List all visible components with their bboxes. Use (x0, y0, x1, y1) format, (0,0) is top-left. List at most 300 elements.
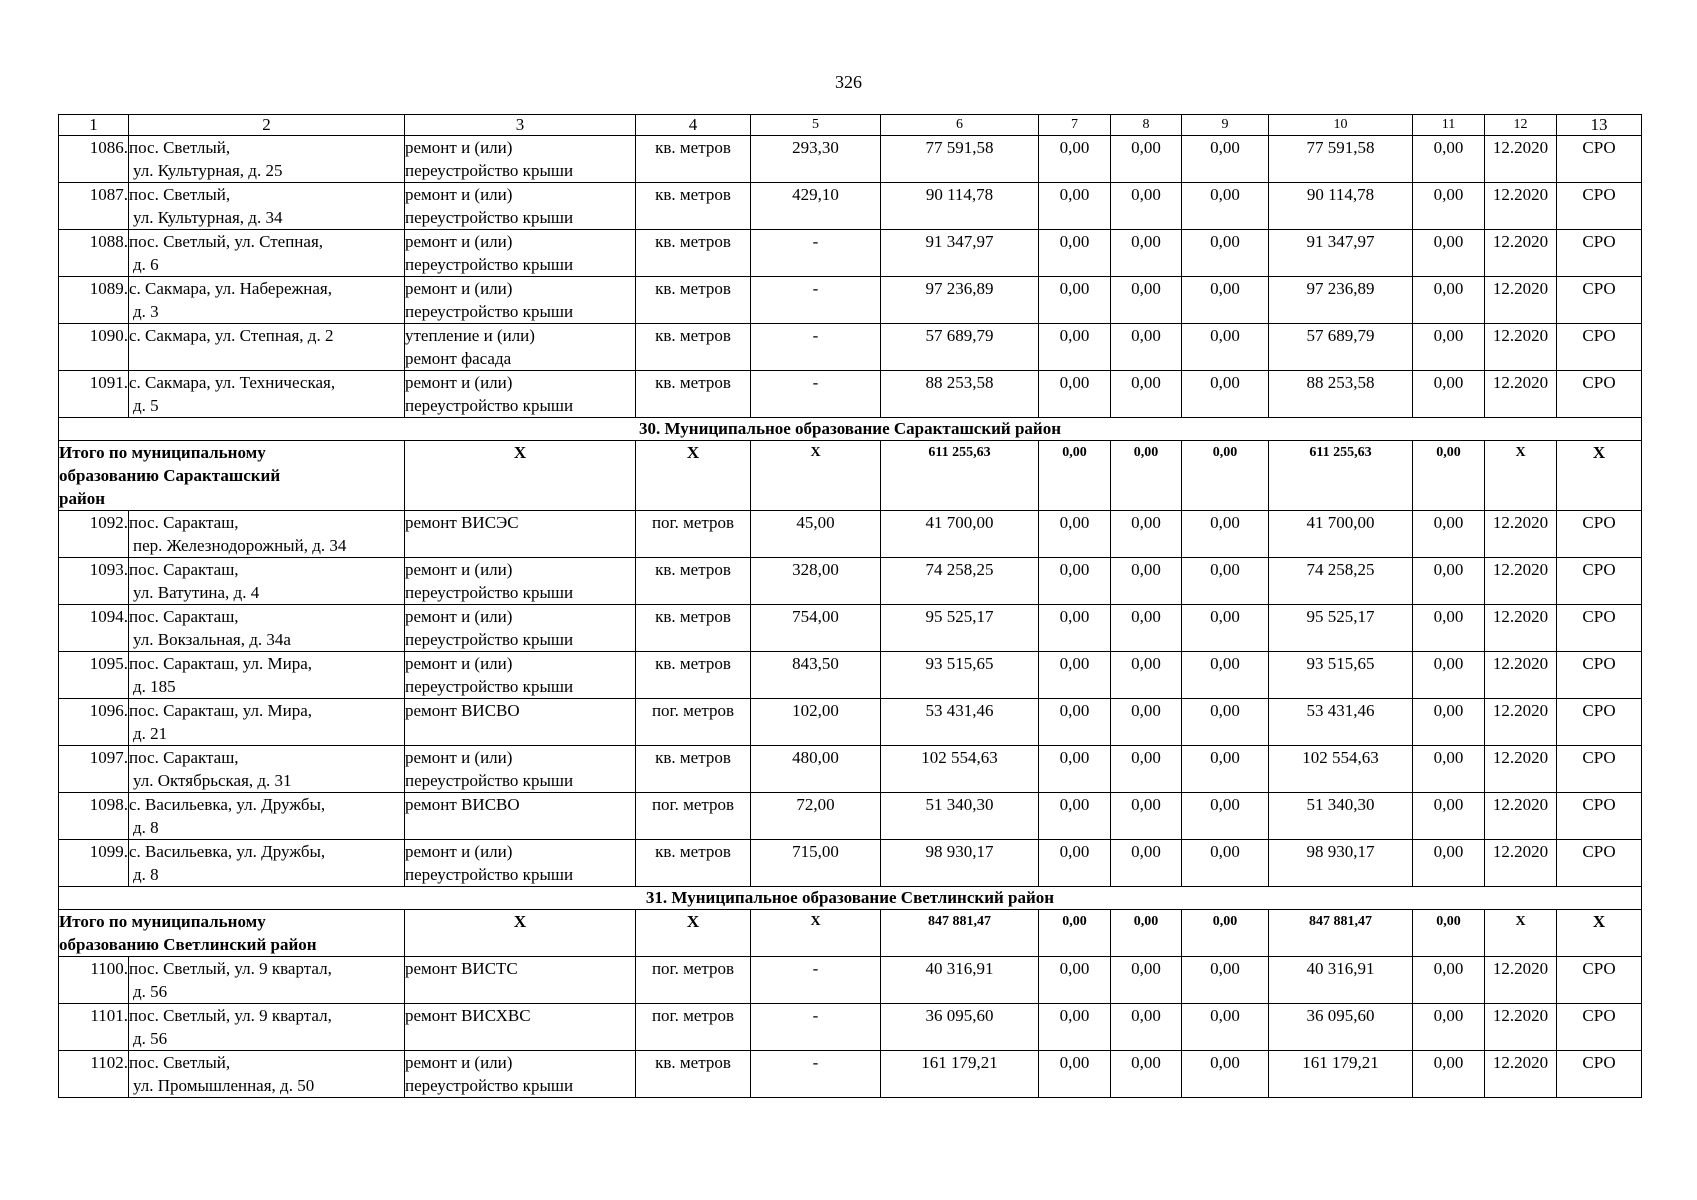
address-line: с. Васильевка, ул. Дружбы, (129, 842, 326, 861)
subtotal-label-line: Итого по муниципальному (59, 912, 266, 931)
deadline-cell: 12.2020 (1485, 699, 1557, 746)
address-line: ул. Промышленная, д. 50 (133, 1076, 315, 1095)
col10-cell: 93 515,65 (1269, 652, 1413, 699)
row-number: 1091. (59, 371, 129, 418)
col10-cell: 161 179,21 (1269, 1051, 1413, 1098)
volume-cell: 293,30 (751, 136, 881, 183)
subtotal-col13: X (1557, 441, 1642, 511)
col7-cell: 0,00 (1039, 183, 1111, 230)
work-type-line: ремонт и (или) (405, 560, 513, 579)
work-type-line: утепление и (или) (405, 326, 535, 345)
deadline-cell: 12.2020 (1485, 511, 1557, 558)
address-cell (129, 652, 405, 699)
subtotal-col5: X (751, 441, 881, 511)
work-type-cell (405, 183, 636, 230)
col9-cell: 0,00 (1182, 605, 1269, 652)
volume-cell: 429,10 (751, 183, 881, 230)
subtotal-col7: 0,00 (1039, 910, 1111, 957)
row-number: 1098. (59, 793, 129, 840)
address-line: ул. Ватутина, д. 4 (133, 583, 260, 602)
col11-cell: 0,00 (1413, 558, 1485, 605)
method-cell: СРО (1557, 746, 1642, 793)
address-cell (129, 605, 405, 652)
work-type-line: ремонт и (или) (405, 1053, 513, 1072)
volume-cell: 45,00 (751, 511, 881, 558)
subtotal-col12: X (1485, 910, 1557, 957)
address-line: пос. Саракташ, (129, 607, 239, 626)
address-line: пос. Светлый, (129, 185, 231, 204)
work-type-cell (405, 699, 636, 746)
method-cell: СРО (1557, 136, 1642, 183)
col9-cell: 0,00 (1182, 136, 1269, 183)
col10-cell: 102 554,63 (1269, 746, 1413, 793)
col11-cell: 0,00 (1413, 277, 1485, 324)
col8-cell: 0,00 (1111, 558, 1182, 605)
address-line: пос. Саракташ, (129, 560, 239, 579)
table-row (59, 371, 1642, 418)
col7-cell: 0,00 (1039, 511, 1111, 558)
method-cell: СРО (1557, 324, 1642, 371)
subtotal-label-line: Итого по муниципальному (59, 443, 266, 462)
work-type-line: переустройство крыши (405, 161, 574, 180)
deadline-cell: 12.2020 (1485, 1004, 1557, 1051)
work-type-line: переустройство крыши (405, 865, 574, 884)
work-type-cell (405, 277, 636, 324)
col11-cell: 0,00 (1413, 183, 1485, 230)
table-row (59, 840, 1642, 887)
address-cell (129, 957, 405, 1004)
col8-cell: 0,00 (1111, 371, 1182, 418)
col7-cell: 0,00 (1039, 1051, 1111, 1098)
col10-cell: 40 316,91 (1269, 957, 1413, 1004)
address-cell (129, 277, 405, 324)
work-type-cell (405, 840, 636, 887)
subtotal-col11: 0,00 (1413, 910, 1485, 957)
method-cell: СРО (1557, 957, 1642, 1004)
address-line: д. 56 (133, 1029, 168, 1048)
row-number: 1101. (59, 1004, 129, 1051)
volume-cell: - (751, 230, 881, 277)
work-type-line: ремонт и (или) (405, 138, 513, 157)
col10-cell: 97 236,89 (1269, 277, 1413, 324)
address-line: д. 21 (133, 724, 168, 743)
address-line: д. 185 (133, 677, 176, 696)
col11-cell: 0,00 (1413, 840, 1485, 887)
col7-cell: 0,00 (1039, 957, 1111, 1004)
col11-cell: 0,00 (1413, 793, 1485, 840)
address-line: ул. Вокзальная, д. 34а (133, 630, 291, 649)
col10-cell: 77 591,58 (1269, 136, 1413, 183)
col10-cell: 90 114,78 (1269, 183, 1413, 230)
work-type-line: переустройство крыши (405, 771, 574, 790)
method-cell: СРО (1557, 1051, 1642, 1098)
address-line: пос. Саракташ, (129, 748, 239, 767)
unit-cell: кв. метров (636, 230, 751, 277)
column-number-header: 12 (1485, 115, 1557, 136)
volume-cell: 102,00 (751, 699, 881, 746)
work-type-line: переустройство крыши (405, 396, 574, 415)
col10-cell: 98 930,17 (1269, 840, 1413, 887)
col11-cell: 0,00 (1413, 957, 1485, 1004)
col9-cell: 0,00 (1182, 793, 1269, 840)
address-line: пос. Светлый, ул. Степная, (129, 232, 324, 251)
row-number: 1090. (59, 324, 129, 371)
col10-cell: 51 340,30 (1269, 793, 1413, 840)
volume-cell: - (751, 371, 881, 418)
address-line: пос. Саракташ, ул. Мира, (129, 654, 313, 673)
col7-cell: 0,00 (1039, 230, 1111, 277)
work-type-line: ремонт ВИСВО (405, 701, 520, 720)
deadline-cell: 12.2020 (1485, 371, 1557, 418)
subtotal-col5: X (751, 910, 881, 957)
section-title: 30. Муниципальное образование Саракташский район (59, 418, 1642, 441)
method-cell: СРО (1557, 558, 1642, 605)
address-cell (129, 793, 405, 840)
volume-cell: 843,50 (751, 652, 881, 699)
work-type-cell (405, 605, 636, 652)
address-cell (129, 371, 405, 418)
deadline-cell: 12.2020 (1485, 605, 1557, 652)
unit-cell: кв. метров (636, 746, 751, 793)
total-cost-cell: 91 347,97 (881, 230, 1039, 277)
address-line: с. Сакмара, ул. Техническая, (129, 373, 336, 392)
column-number-header: 9 (1182, 115, 1269, 136)
col7-cell: 0,00 (1039, 746, 1111, 793)
col9-cell: 0,00 (1182, 746, 1269, 793)
column-number-header-row (59, 115, 1642, 136)
col9-cell: 0,00 (1182, 840, 1269, 887)
column-number-header: 10 (1269, 115, 1413, 136)
method-cell: СРО (1557, 1004, 1642, 1051)
volume-cell: - (751, 1004, 881, 1051)
deadline-cell: 12.2020 (1485, 652, 1557, 699)
col8-cell: 0,00 (1111, 1051, 1182, 1098)
total-cost-cell: 102 554,63 (881, 746, 1039, 793)
unit-cell: пог. метров (636, 957, 751, 1004)
total-cost-cell: 95 525,17 (881, 605, 1039, 652)
table-row (59, 136, 1642, 183)
work-type-line: переустройство крыши (405, 677, 574, 696)
col8-cell: 0,00 (1111, 277, 1182, 324)
work-type-cell (405, 558, 636, 605)
col11-cell: 0,00 (1413, 746, 1485, 793)
work-type-cell (405, 793, 636, 840)
work-type-cell (405, 230, 636, 277)
address-line: пос. Светлый, ул. 9 квартал, (129, 959, 332, 978)
work-type-line: ремонт и (или) (405, 232, 513, 251)
deadline-cell: 12.2020 (1485, 558, 1557, 605)
subtotal-col10: 847 881,47 (1269, 910, 1413, 957)
row-number: 1086. (59, 136, 129, 183)
column-number-header: 1 (59, 115, 129, 136)
col11-cell: 0,00 (1413, 324, 1485, 371)
subtotal-label-line: образованию Саракташский (59, 466, 281, 485)
row-number: 1093. (59, 558, 129, 605)
address-line: пос. Светлый, ул. 9 квартал, (129, 1006, 332, 1025)
deadline-cell: 12.2020 (1485, 136, 1557, 183)
col7-cell: 0,00 (1039, 277, 1111, 324)
total-cost-cell: 40 316,91 (881, 957, 1039, 1004)
col8-cell: 0,00 (1111, 324, 1182, 371)
col11-cell: 0,00 (1413, 605, 1485, 652)
unit-cell: кв. метров (636, 183, 751, 230)
col8-cell: 0,00 (1111, 230, 1182, 277)
deadline-cell: 12.2020 (1485, 324, 1557, 371)
work-type-line: ремонт и (или) (405, 842, 513, 861)
table-row (59, 183, 1642, 230)
address-cell (129, 230, 405, 277)
total-cost-cell: 77 591,58 (881, 136, 1039, 183)
col7-cell: 0,00 (1039, 558, 1111, 605)
work-type-line: ремонт ВИСВО (405, 795, 520, 814)
address-line: с. Сакмара, ул. Степная, д. 2 (129, 326, 334, 345)
row-number: 1095. (59, 652, 129, 699)
col11-cell: 0,00 (1413, 1004, 1485, 1051)
col9-cell: 0,00 (1182, 699, 1269, 746)
unit-cell: кв. метров (636, 136, 751, 183)
address-cell (129, 1004, 405, 1051)
address-cell (129, 324, 405, 371)
deadline-cell: 12.2020 (1485, 746, 1557, 793)
total-cost-cell: 53 431,46 (881, 699, 1039, 746)
work-type-line: ремонт ВИСТС (405, 959, 518, 978)
work-type-cell (405, 957, 636, 1004)
col8-cell: 0,00 (1111, 1004, 1182, 1051)
col9-cell: 0,00 (1182, 371, 1269, 418)
col7-cell: 0,00 (1039, 840, 1111, 887)
row-number: 1097. (59, 746, 129, 793)
address-line: ул. Культурная, д. 25 (133, 161, 283, 180)
col7-cell: 0,00 (1039, 371, 1111, 418)
deadline-cell: 12.2020 (1485, 793, 1557, 840)
table-row (59, 511, 1642, 558)
work-type-line: ремонт фасада (405, 349, 512, 368)
column-number-header: 13 (1557, 115, 1642, 136)
unit-cell: кв. метров (636, 277, 751, 324)
work-type-line: ремонт и (или) (405, 279, 513, 298)
col10-cell: 91 347,97 (1269, 230, 1413, 277)
subtotal-col8: 0,00 (1111, 910, 1182, 957)
subtotal-col3: X (405, 441, 636, 511)
volume-cell: - (751, 277, 881, 324)
address-cell (129, 558, 405, 605)
subtotal-col7: 0,00 (1039, 441, 1111, 511)
total-cost-cell: 90 114,78 (881, 183, 1039, 230)
row-number: 1100. (59, 957, 129, 1004)
work-type-cell (405, 136, 636, 183)
col10-cell: 88 253,58 (1269, 371, 1413, 418)
address-line: ул. Октябрьская, д. 31 (133, 771, 292, 790)
address-cell (129, 183, 405, 230)
total-cost-cell: 93 515,65 (881, 652, 1039, 699)
table-row (59, 746, 1642, 793)
unit-cell: кв. метров (636, 371, 751, 418)
table-row (59, 699, 1642, 746)
address-line: с. Сакмара, ул. Набережная, (129, 279, 332, 298)
method-cell: СРО (1557, 230, 1642, 277)
column-number-header: 3 (405, 115, 636, 136)
deadline-cell: 12.2020 (1485, 183, 1557, 230)
work-type-line: переустройство крыши (405, 302, 574, 321)
row-number: 1087. (59, 183, 129, 230)
col10-cell: 57 689,79 (1269, 324, 1413, 371)
volume-cell: 754,00 (751, 605, 881, 652)
col9-cell: 0,00 (1182, 183, 1269, 230)
work-type-line: ремонт и (или) (405, 185, 513, 204)
method-cell: СРО (1557, 699, 1642, 746)
column-number-header: 4 (636, 115, 751, 136)
col9-cell: 0,00 (1182, 558, 1269, 605)
col9-cell: 0,00 (1182, 277, 1269, 324)
subtotal-label-line: образованию Светлинский район (59, 935, 317, 954)
col11-cell: 0,00 (1413, 1051, 1485, 1098)
method-cell: СРО (1557, 605, 1642, 652)
col7-cell: 0,00 (1039, 136, 1111, 183)
col7-cell: 0,00 (1039, 652, 1111, 699)
table-row (59, 793, 1642, 840)
address-cell (129, 746, 405, 793)
column-number-header: 11 (1413, 115, 1485, 136)
subtotal-col8: 0,00 (1111, 441, 1182, 511)
address-line: д. 8 (133, 865, 159, 884)
row-number: 1092. (59, 511, 129, 558)
col8-cell: 0,00 (1111, 699, 1182, 746)
col8-cell: 0,00 (1111, 957, 1182, 1004)
deadline-cell: 12.2020 (1485, 277, 1557, 324)
unit-cell: кв. метров (636, 652, 751, 699)
work-type-cell (405, 324, 636, 371)
work-type-line: ремонт ВИСЭС (405, 513, 519, 532)
work-type-cell (405, 1004, 636, 1051)
method-cell: СРО (1557, 840, 1642, 887)
work-type-line: переустройство крыши (405, 208, 574, 227)
col7-cell: 0,00 (1039, 793, 1111, 840)
total-cost-cell: 161 179,21 (881, 1051, 1039, 1098)
col8-cell: 0,00 (1111, 511, 1182, 558)
method-cell: СРО (1557, 652, 1642, 699)
subtotal-label (59, 910, 405, 957)
subtotal-col6: 611 255,63 (881, 441, 1039, 511)
volume-cell: 328,00 (751, 558, 881, 605)
column-number-header: 6 (881, 115, 1039, 136)
table-body (59, 115, 1642, 1098)
method-cell: СРО (1557, 277, 1642, 324)
work-type-cell (405, 652, 636, 699)
work-type-line: ремонт и (или) (405, 654, 513, 673)
section-header-row (59, 418, 1642, 441)
deadline-cell: 12.2020 (1485, 840, 1557, 887)
volume-cell: - (751, 324, 881, 371)
col11-cell: 0,00 (1413, 511, 1485, 558)
capital-repair-table (58, 114, 1642, 1098)
address-line: д. 6 (133, 255, 159, 274)
subtotal-col9: 0,00 (1182, 910, 1269, 957)
table-row (59, 230, 1642, 277)
subtotal-col9: 0,00 (1182, 441, 1269, 511)
unit-cell: кв. метров (636, 558, 751, 605)
work-type-cell (405, 371, 636, 418)
table-row (59, 277, 1642, 324)
column-number-header: 2 (129, 115, 405, 136)
work-type-line: ремонт и (или) (405, 373, 513, 392)
column-number-header: 7 (1039, 115, 1111, 136)
col9-cell: 0,00 (1182, 511, 1269, 558)
col7-cell: 0,00 (1039, 699, 1111, 746)
total-cost-cell: 57 689,79 (881, 324, 1039, 371)
work-type-line: переустройство крыши (405, 1076, 574, 1095)
total-cost-cell: 41 700,00 (881, 511, 1039, 558)
address-line: пос. Саракташ, (129, 513, 239, 532)
row-number: 1096. (59, 699, 129, 746)
column-number-header: 5 (751, 115, 881, 136)
volume-cell: 480,00 (751, 746, 881, 793)
work-type-cell (405, 1051, 636, 1098)
unit-cell: пог. метров (636, 699, 751, 746)
volume-cell: 715,00 (751, 840, 881, 887)
deadline-cell: 12.2020 (1485, 957, 1557, 1004)
method-cell: СРО (1557, 183, 1642, 230)
subtotal-col10: 611 255,63 (1269, 441, 1413, 511)
col8-cell: 0,00 (1111, 793, 1182, 840)
address-line: д. 8 (133, 818, 159, 837)
col8-cell: 0,00 (1111, 652, 1182, 699)
col9-cell: 0,00 (1182, 230, 1269, 277)
work-type-cell (405, 511, 636, 558)
unit-cell: кв. метров (636, 605, 751, 652)
table-row (59, 1004, 1642, 1051)
table-row (59, 324, 1642, 371)
subtotal-col12: X (1485, 441, 1557, 511)
col8-cell: 0,00 (1111, 746, 1182, 793)
col10-cell: 41 700,00 (1269, 511, 1413, 558)
subtotal-col11: 0,00 (1413, 441, 1485, 511)
address-line: д. 3 (133, 302, 159, 321)
table-row (59, 605, 1642, 652)
address-cell (129, 136, 405, 183)
column-number-header: 8 (1111, 115, 1182, 136)
col9-cell: 0,00 (1182, 652, 1269, 699)
address-line: с. Васильевка, ул. Дружбы, (129, 795, 326, 814)
col11-cell: 0,00 (1413, 136, 1485, 183)
volume-cell: - (751, 957, 881, 1004)
address-line: д. 5 (133, 396, 159, 415)
col9-cell: 0,00 (1182, 1051, 1269, 1098)
address-cell (129, 840, 405, 887)
col8-cell: 0,00 (1111, 136, 1182, 183)
col9-cell: 0,00 (1182, 324, 1269, 371)
method-cell: СРО (1557, 511, 1642, 558)
address-cell (129, 511, 405, 558)
col9-cell: 0,00 (1182, 1004, 1269, 1051)
volume-cell: - (751, 1051, 881, 1098)
address-cell (129, 1051, 405, 1098)
row-number: 1094. (59, 605, 129, 652)
col10-cell: 95 525,17 (1269, 605, 1413, 652)
col11-cell: 0,00 (1413, 699, 1485, 746)
section-title: 31. Муниципальное образование Светлинский район (59, 887, 1642, 910)
unit-cell: пог. метров (636, 1004, 751, 1051)
address-cell (129, 699, 405, 746)
unit-cell: пог. метров (636, 511, 751, 558)
total-cost-cell: 97 236,89 (881, 277, 1039, 324)
subtotal-col4: X (636, 910, 751, 957)
subtotal-col13: X (1557, 910, 1642, 957)
total-cost-cell: 88 253,58 (881, 371, 1039, 418)
unit-cell: кв. метров (636, 324, 751, 371)
col7-cell: 0,00 (1039, 1004, 1111, 1051)
subtotal-col6: 847 881,47 (881, 910, 1039, 957)
subtotal-label-line: район (59, 489, 106, 508)
